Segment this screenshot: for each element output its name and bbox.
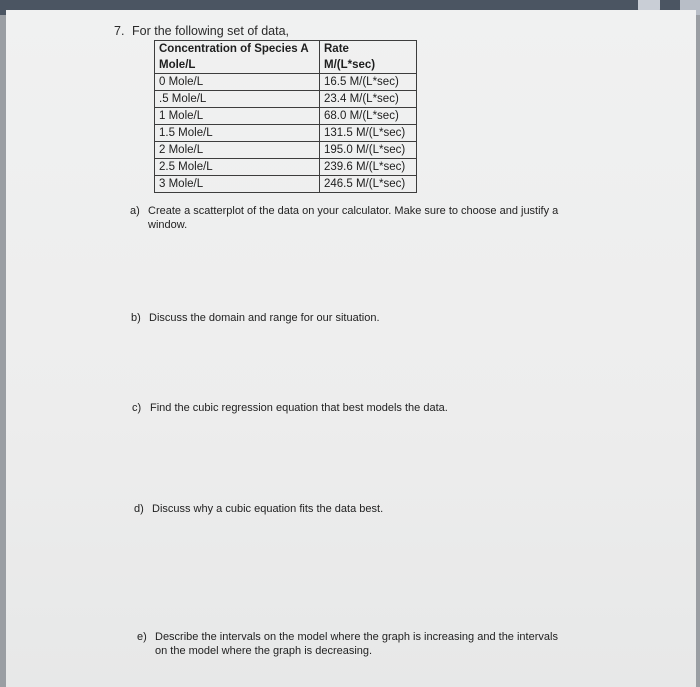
- part-c: [132, 401, 552, 417]
- rate-cell: 239.6 M/(L*sec): [320, 159, 417, 176]
- header-concentration-unit: Mole/L: [155, 57, 320, 74]
- concentration-cell: .5 Mole/L: [155, 91, 320, 108]
- table-row: [155, 74, 417, 91]
- part-text-line1: Create a scatterplot of the data on your calculator. Make sure to choose and justify a: [148, 205, 559, 217]
- part-text-line1: Discuss why a cubic equation fits the data best.: [152, 503, 384, 515]
- rate-cell: 246.5 M/(L*sec): [320, 176, 417, 193]
- data-table: [154, 40, 417, 193]
- header-concentration: Concentration of Species A: [155, 41, 320, 58]
- part-letter: b): [131, 312, 141, 324]
- rate-cell: 23.4 M/(L*sec): [320, 91, 417, 108]
- part-text-line2: window.: [148, 219, 188, 231]
- part-b: [131, 311, 531, 327]
- part-text-line1: Find the cubic regression equation that best models the data.: [150, 402, 448, 414]
- concentration-cell: 2 Mole/L: [155, 142, 320, 159]
- part-letter: c): [132, 402, 142, 414]
- rate-cell: 195.0 M/(L*sec): [320, 142, 417, 159]
- worksheet-page: [6, 10, 696, 687]
- header-rate: Rate: [320, 41, 417, 58]
- part-letter: d): [134, 503, 144, 515]
- part-text-line1: Describe the intervals on the model where the graph is increasing and the intervals: [155, 631, 558, 643]
- part-letter: e): [137, 631, 147, 643]
- question-intro: For the following set of data,: [132, 24, 290, 38]
- part-letter: a): [130, 205, 140, 217]
- concentration-cell: 1.5 Mole/L: [155, 125, 320, 142]
- part-a: [130, 204, 610, 234]
- table-row: [155, 91, 417, 108]
- part-text-line1: Discuss the domain and range for our situation.: [149, 312, 380, 324]
- part-text-line2: on the model where the graph is decreasing.: [155, 645, 373, 657]
- rate-cell: 131.5 M/(L*sec): [320, 125, 417, 142]
- table-row: [155, 176, 417, 193]
- table-row: [155, 142, 417, 159]
- rate-cell: 16.5 M/(L*sec): [320, 74, 417, 91]
- concentration-cell: 0 Mole/L: [155, 74, 320, 91]
- table-row: [155, 125, 417, 142]
- concentration-cell: 3 Mole/L: [155, 176, 320, 193]
- concentration-cell: 2.5 Mole/L: [155, 159, 320, 176]
- question-number: 7.: [114, 24, 125, 38]
- header-rate-unit: M/(L*sec): [320, 57, 417, 74]
- rate-cell: 68.0 M/(L*sec): [320, 108, 417, 125]
- table-row: [155, 108, 417, 125]
- table-row: [155, 159, 417, 176]
- concentration-cell: 1 Mole/L: [155, 108, 320, 125]
- part-d: [134, 502, 534, 518]
- part-e: [137, 630, 607, 660]
- table-header-units-row: [155, 57, 417, 74]
- table-header-row: [155, 41, 417, 58]
